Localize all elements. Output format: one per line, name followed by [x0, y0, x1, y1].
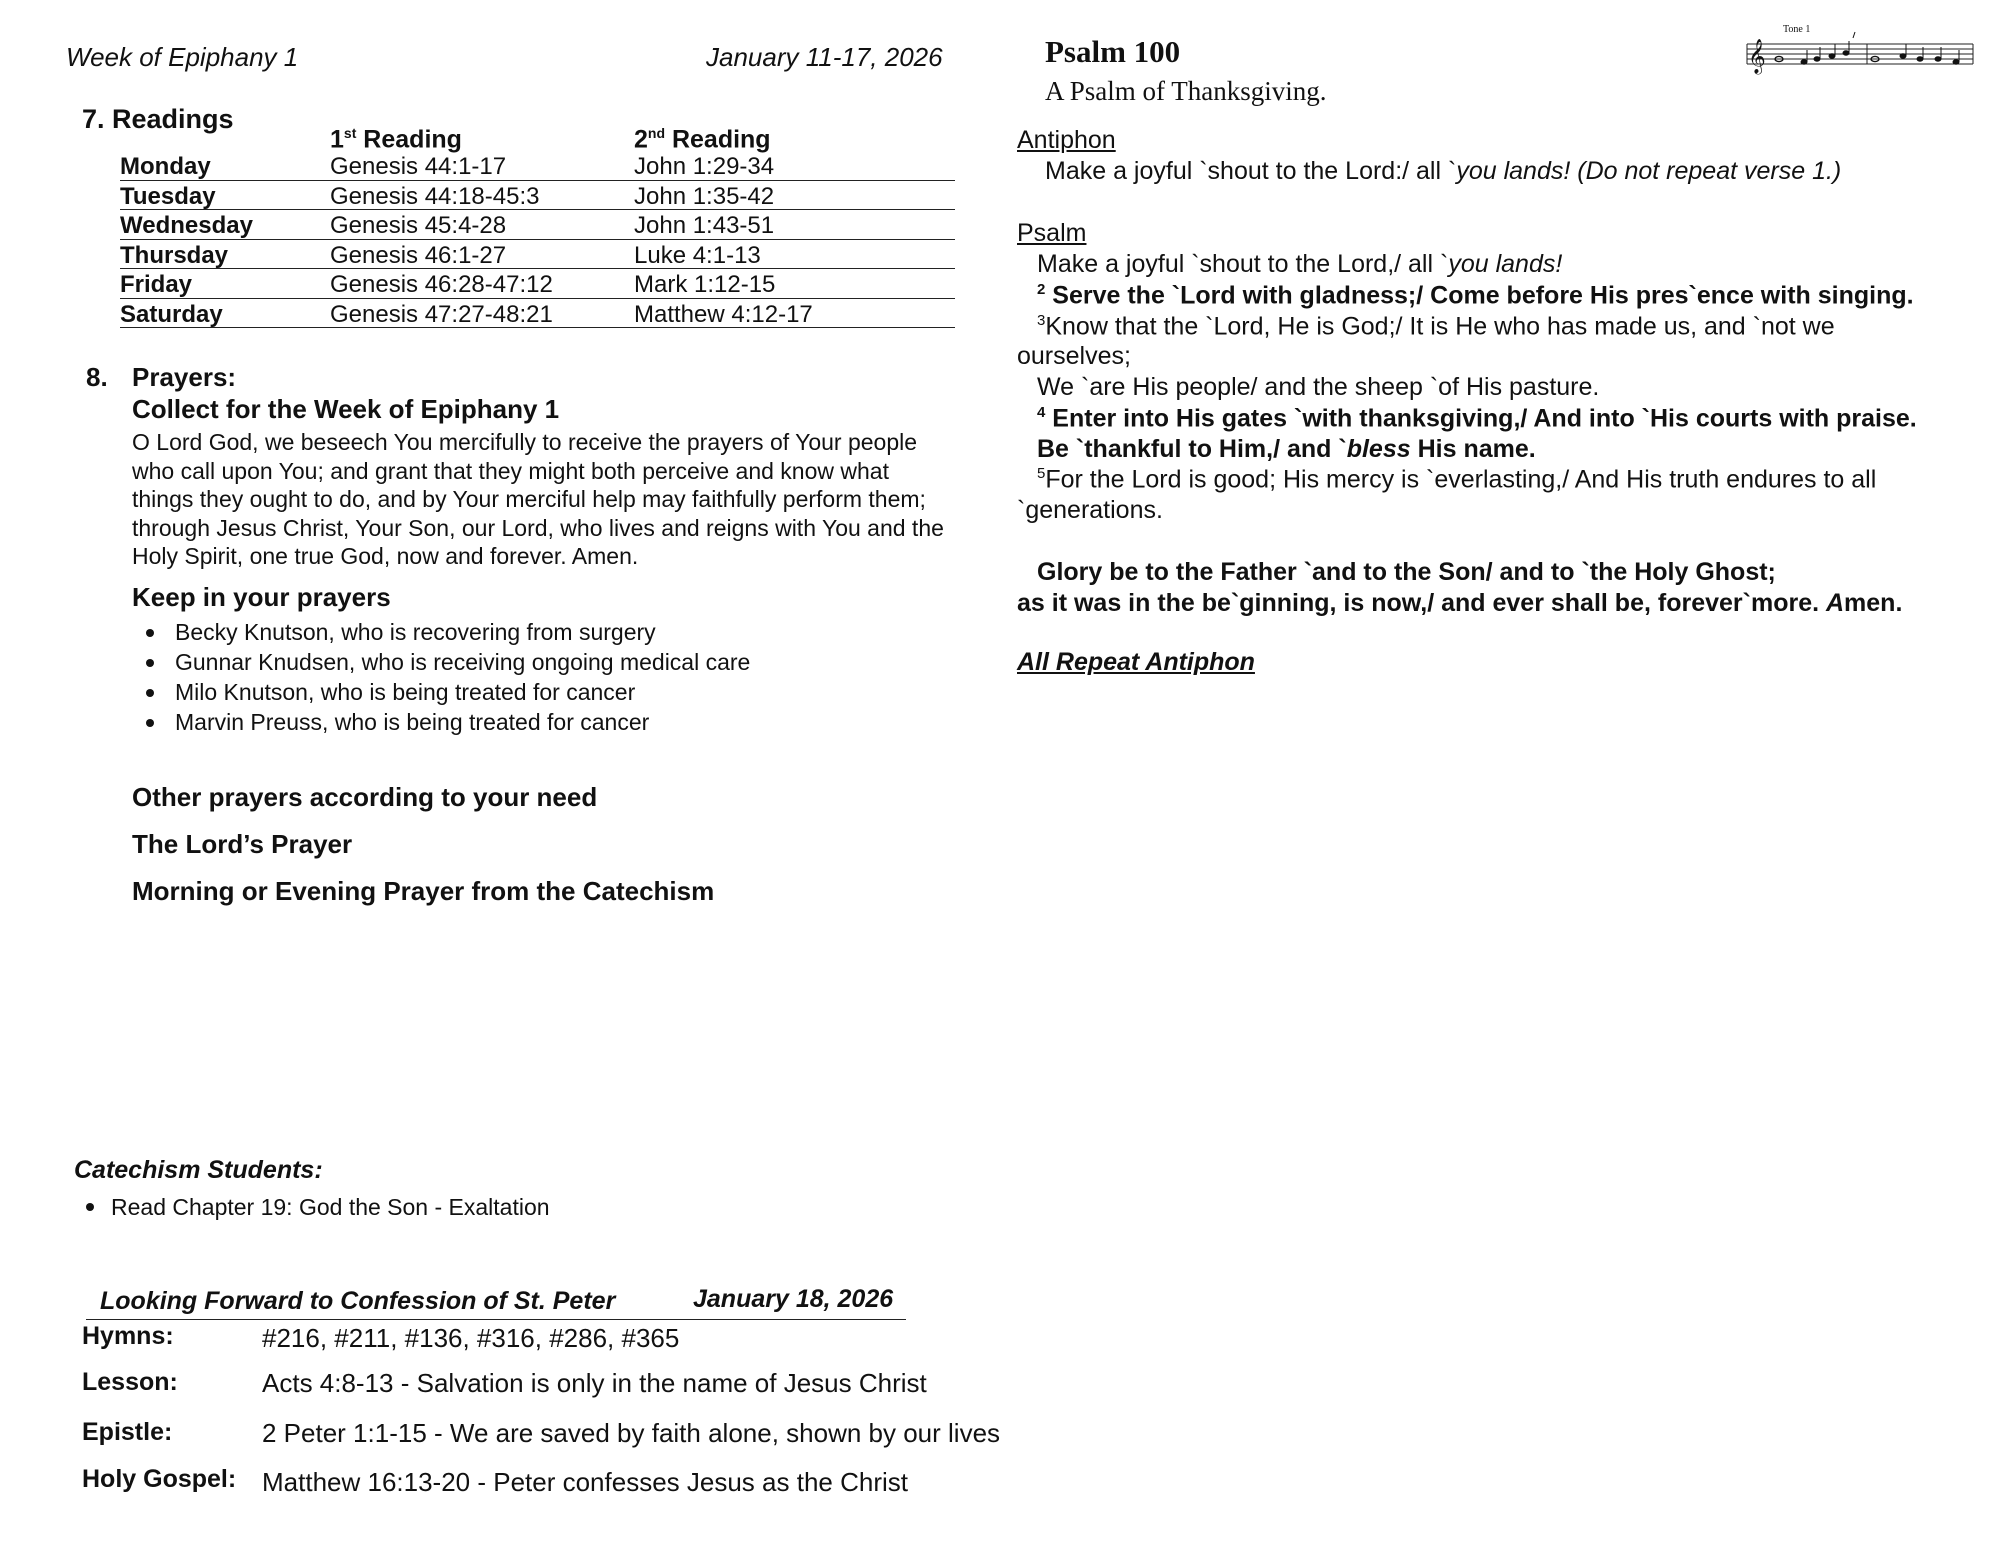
- epistle-value: 2 Peter 1:1-15 - We are saved by faith alone, shown by our lives: [262, 1418, 1001, 1448]
- second-reading: John 1:35-42: [634, 182, 775, 210]
- other-prayers: Other prayers according to your need: [132, 782, 598, 812]
- gospel-label: Holy Gospel:: [82, 1465, 237, 1493]
- table-row: [120, 181, 955, 211]
- psalm-verse-3-cont: ourselves;: [1017, 342, 1131, 370]
- prayers-heading: Prayers:: [132, 362, 237, 392]
- prayer-list: [132, 617, 750, 737]
- table-row: [120, 210, 955, 240]
- lesson-label: Lesson:: [82, 1368, 178, 1396]
- collect-text: [132, 428, 962, 571]
- psalm-verse-5-cont: `generations.: [1017, 496, 1163, 524]
- table-row: [120, 240, 955, 270]
- gloria-patri-line-1: Glory be to the Father `and to the Son/ and to `the Holy Ghost;: [1037, 558, 1776, 586]
- reading-day: Saturday: [120, 300, 223, 328]
- psalm-subtitle: A Psalm of Thanksgiving.: [1045, 76, 1327, 106]
- catechism-item: Read Chapter 19: God the Son - Exaltation: [86, 1194, 550, 1221]
- collect-line: who call upon You; and grant that they might both perceive and know what: [132, 457, 889, 484]
- psalm-title: Psalm 100: [1045, 34, 1181, 69]
- psalm-verse-2: $^2$ Serve the `Lord with gladness;/ Come before His pres`ence with singing.: [1037, 281, 1914, 310]
- reading-day: Thursday: [120, 241, 229, 269]
- reading-day: Wednesday: [120, 212, 253, 239]
- looking-forward-date: January 18, 2026: [693, 1285, 894, 1313]
- first-reading: Genesis 44:18-45:3: [330, 182, 540, 210]
- prayers-number: 8.: [86, 362, 108, 392]
- morning-evening-prayer: Morning or Evening Prayer from the Catechism: [132, 876, 715, 906]
- hymns-label: Hymns:: [82, 1322, 174, 1350]
- week-dates: January 11-17, 2026: [706, 42, 943, 72]
- catechism-heading: Catechism Students:: [74, 1156, 323, 1184]
- psalm-verse-5: $^5$For the Lord is good; His mercy is `everlasting,/ And His truth endures to all: [1037, 465, 1877, 494]
- second-reading: John 1:43-51: [634, 212, 775, 239]
- treble-clef-icon: 𝄞: [1748, 39, 1766, 74]
- keep-in-prayers-heading: Keep in your prayers: [132, 582, 391, 612]
- lords-prayer: The Lord’s Prayer: [132, 829, 353, 859]
- collect-line: Holy Spirit, one true God, now and forever. Amen.: [132, 543, 639, 569]
- tone-label: Tone 1: [1783, 24, 1811, 35]
- table-row: [120, 299, 955, 329]
- second-reading: Luke 4:1-13: [634, 241, 761, 269]
- week-title: Week of Epiphany 1: [66, 42, 299, 72]
- collect-line: things they ought to do, and by Your merciful help may faithfully perform them;: [132, 486, 926, 512]
- first-reading: Genesis 45:4-28: [330, 212, 507, 239]
- gospel-value: Matthew 16:13-20 - Peter confesses Jesus as the Christ: [262, 1467, 908, 1497]
- divider: [86, 1319, 906, 1320]
- reading-day: Monday: [120, 153, 211, 180]
- psalm-verse-4: $^4$ Enter into His gates `with thanksgiving,/ And into `His courts with praise.: [1037, 404, 1917, 433]
- first-reading-header: 1st Reading: [330, 125, 462, 154]
- collect-line: O Lord God, we beseech You mercifully to receive the prayers of Your people: [132, 429, 918, 455]
- first-reading: Genesis 46:1-27: [330, 241, 507, 269]
- table-row: [120, 151, 955, 181]
- antiphon-text: Make a joyful `shout to the Lord:/ all `you lands! (Do not repeat verse 1.): [1045, 157, 1842, 185]
- list-item: Milo Knutson, who is being treated for cancer: [132, 677, 750, 707]
- psalm-verse-1: Make a joyful `shout to the Lord,/ all `you lands!: [1037, 250, 1563, 278]
- list-item: Gunnar Knudsen, who is receiving ongoing medical care: [132, 647, 750, 677]
- epistle-label: Epistle:: [82, 1418, 173, 1446]
- antiphon-label: Antiphon: [1017, 126, 1116, 154]
- first-reading: Genesis 46:28-47:12: [330, 271, 553, 298]
- repeat-antiphon: All Repeat Antiphon: [1017, 648, 1255, 676]
- psalm-verse-3b: We `are His people/ and the sheep `of His pasture.: [1037, 373, 1600, 401]
- psalm-label: Psalm: [1017, 219, 1087, 247]
- collect-title: Collect for the Week of Epiphany 1: [132, 394, 560, 424]
- second-reading: Mark 1:12-15: [634, 271, 776, 298]
- list-item: Becky Knutson, who is recovering from surgery: [132, 617, 750, 647]
- list-item: Marvin Preuss, who is being treated for cancer: [132, 707, 750, 737]
- chant-tone-staff: [1745, 22, 1975, 78]
- collect-line: through Jesus Christ, Your Son, our Lord, who lives and reigns with You and the: [132, 514, 944, 541]
- gloria-patri-line-2: as it was in the be`ginning, is now,/ and ever shall be, forever`more. Amen.: [1017, 589, 1903, 617]
- psalm-verse-3: $^3$Know that the `Lord, He is God;/ It is He who has made us, and `not we: [1037, 312, 1835, 341]
- readings-table: [120, 151, 955, 328]
- table-row: [120, 269, 955, 299]
- looking-forward-title: Looking Forward to Confession of St. Peter: [100, 1287, 616, 1315]
- second-reading: John 1:29-34: [634, 153, 775, 180]
- reading-day: Tuesday: [120, 182, 216, 210]
- lesson-value: Acts 4:8-13 - Salvation is only in the name of Jesus Christ: [262, 1368, 927, 1398]
- first-reading: Genesis 47:27-48:21: [330, 300, 553, 328]
- first-reading: Genesis 44:1-17: [330, 153, 507, 180]
- reading-day: Friday: [120, 271, 193, 298]
- psalm-verse-4b: Be `thankful to Him,/ and `bless His name.: [1037, 435, 1536, 463]
- second-reading-header: 2nd Reading: [634, 125, 771, 154]
- second-reading: Matthew 4:12-17: [634, 300, 813, 328]
- hymns-value: #216, #211, #136, #316, #286, #365: [262, 1323, 680, 1353]
- readings-heading: 7. Readings: [82, 104, 234, 134]
